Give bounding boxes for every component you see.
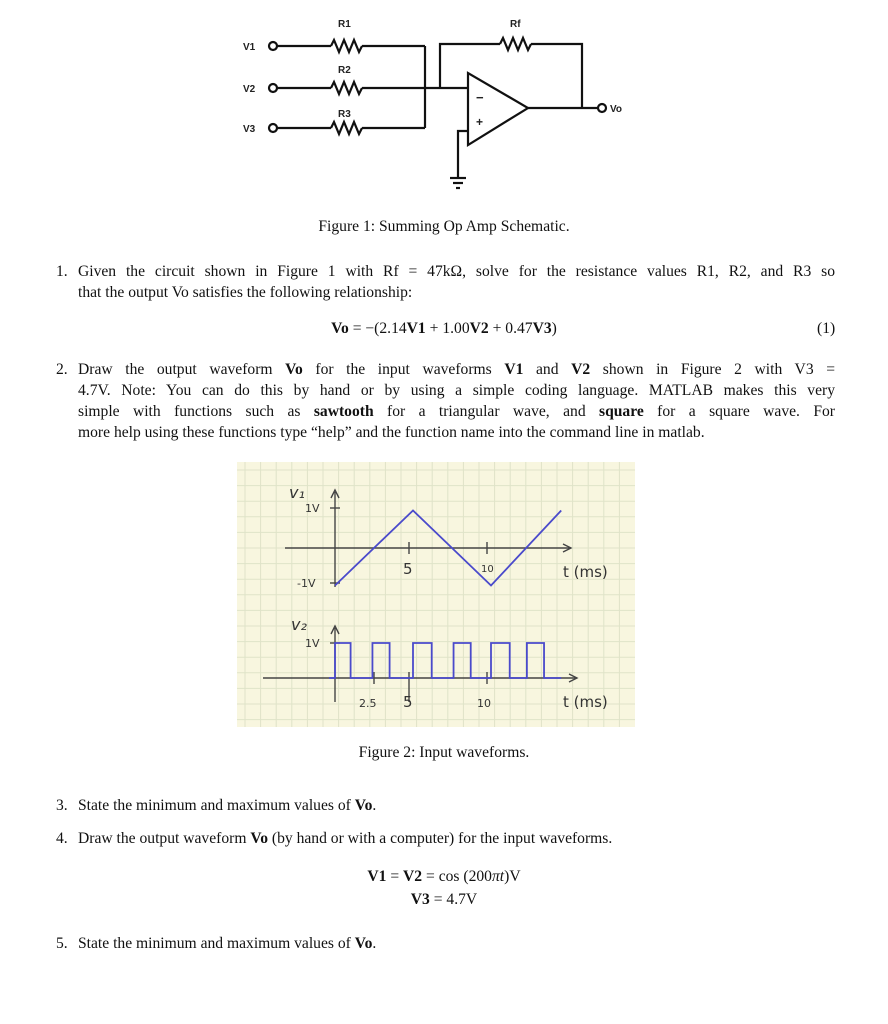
text-segment: Vo	[331, 320, 349, 337]
text-segment: .	[372, 797, 377, 814]
equation	[0, 867, 888, 887]
text-segment: V1	[406, 320, 426, 337]
text-segment: (by hand or with a computer) for the input waveforms.	[268, 830, 613, 847]
equation-number: (1)	[817, 320, 836, 337]
v2-tick-10: 10	[477, 697, 491, 710]
text-segment: for the input waveforms	[302, 361, 505, 378]
v1-axis-label: v₁	[289, 483, 305, 502]
r3-label: R3	[338, 109, 351, 120]
input-waveforms-figure	[237, 462, 635, 727]
item-number: 1.	[56, 263, 68, 280]
text-segment: Given the circuit shown in Figure 1 with Rf = 47kΩ, solve for the resistance values R1, R2, and R3 so	[78, 263, 835, 280]
text-segment: shown in Figure 2 with V3 =	[590, 361, 836, 378]
text-segment: Draw the output waveform	[78, 361, 286, 378]
text-segment: )	[551, 320, 557, 337]
equation	[0, 890, 888, 910]
r2-label: R2	[338, 65, 351, 76]
text-segment: πt	[491, 868, 505, 885]
v2-x-label: t (ms)	[563, 693, 608, 711]
text-segment: = 4.7V	[429, 891, 478, 908]
text-segment: V3	[532, 320, 552, 337]
question-text-line	[78, 381, 835, 401]
v1-label: V1	[243, 42, 256, 53]
v2-tick-1v: 1V	[305, 637, 320, 650]
question-text-line	[78, 829, 835, 849]
text-segment: Vo	[250, 830, 268, 847]
text-segment: = cos (200	[422, 868, 492, 885]
text-segment: V3	[410, 891, 430, 908]
text-segment: sawtooth	[313, 403, 374, 420]
plus-input-label: +	[476, 115, 484, 129]
v2-tick-2-5: 2.5	[359, 697, 377, 710]
summing-op-amp-schematic	[0, 0, 888, 200]
question-text-line	[78, 796, 835, 816]
text-segment: State the minimum and maximum values of	[78, 797, 355, 814]
text-segment: simple with functions such as	[78, 403, 314, 420]
text-segment: V1	[367, 868, 387, 885]
figure2-caption: Figure 2: Input waveforms.	[358, 744, 530, 761]
text-segment: + 1.00	[425, 320, 470, 337]
item-number: 4.	[56, 830, 68, 847]
text-segment: V2	[571, 361, 591, 378]
text-segment: Vo	[354, 935, 373, 952]
v1-tick-5: 5	[403, 560, 413, 578]
text-segment: V1	[504, 361, 524, 378]
figure1-caption: Figure 1: Summing Op Amp Schematic.	[318, 218, 570, 235]
question-text-line	[78, 423, 835, 443]
v3-label: V3	[243, 124, 256, 135]
r1-label: R1	[338, 19, 351, 30]
text-segment: Vo	[354, 797, 373, 814]
text-segment: 4.7V. Note: You can do this by hand or by using a simple coding language. MATLAB makes this very	[78, 382, 835, 399]
question-text-line	[78, 360, 835, 380]
item-number: 2.	[56, 361, 68, 378]
text-segment: and	[523, 361, 572, 378]
question-text-line	[78, 283, 835, 303]
v2-tick-5: 5	[403, 693, 413, 711]
minus-input-label: −	[476, 90, 484, 105]
question-text-line	[78, 262, 835, 282]
text-segment: .	[372, 935, 377, 952]
text-segment: =	[386, 868, 404, 885]
text-segment: for a square wave. For	[643, 403, 835, 420]
rf-label: Rf	[510, 19, 521, 30]
v1-x-label: t (ms)	[563, 563, 608, 581]
text-segment: )V	[504, 868, 521, 885]
text-segment: square	[599, 403, 644, 420]
text-segment: Draw the output waveform	[78, 830, 251, 847]
item-number: 5.	[56, 935, 68, 952]
text-segment: Vo	[285, 361, 303, 378]
text-segment: that the output Vo satisfies the following relationship:	[78, 284, 413, 301]
v2-axis-label: v₂	[291, 615, 307, 634]
text-segment: for a triangular wave, and	[373, 403, 600, 420]
text-segment: more help using these functions type “help” and the function name into the command line in matlab.	[78, 424, 705, 441]
item-number: 3.	[56, 797, 68, 814]
text-segment: = −(2.14	[348, 320, 407, 337]
v1-tick-10: 10	[481, 564, 494, 575]
v1-tick-1v: 1V	[305, 502, 320, 515]
v1-tick-neg1v: -1V	[297, 577, 316, 590]
equation	[0, 319, 888, 339]
question-text-line	[78, 402, 835, 422]
text-segment: V2	[469, 320, 489, 337]
v2-label: V2	[243, 84, 256, 95]
text-segment: State the minimum and maximum values of	[78, 935, 355, 952]
question-text-line	[78, 934, 835, 954]
text-segment: + 0.47	[488, 320, 533, 337]
vo-label: Vo	[610, 104, 623, 115]
text-segment: V2	[403, 868, 423, 885]
